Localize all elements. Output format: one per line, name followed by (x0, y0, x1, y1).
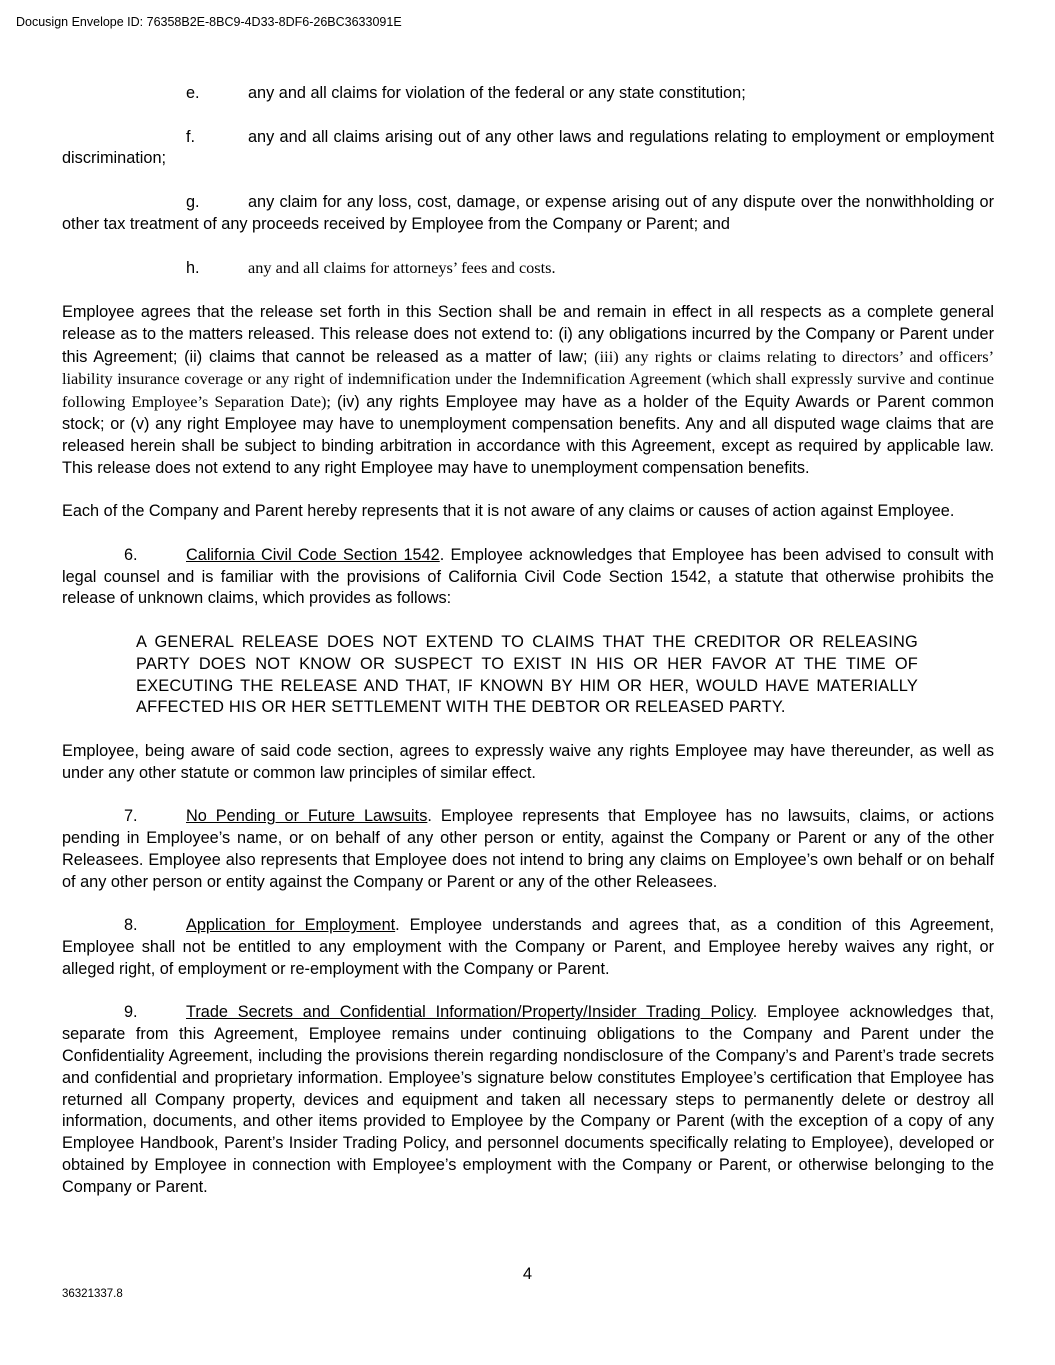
section-7 (62, 806, 994, 893)
release-text-part3: (iv) any rights Employee may have as a holder of the Equity Awards or Parent common stock; or (v) any right Employee may have to unemployment compensation benefits. Any and all disputed wage claims that are released herein shall be subject to binding arbitration in accordance with this Agreement, except as required by applicable law. This release does not extend to any right Employee may have to unemployment compensation benefits. (62, 393, 995, 477)
release-text-part1: Employee agrees that the release set forth in this Section shall be and remain in effect in all respects as a complete general release as to the matters released. This release does not extend to: (i) any obligations incurred by the Company or Parent under this Agreement; (ii) claims that cannot be released as a matter of law; (62, 302, 994, 366)
item-label: f. (186, 127, 196, 146)
section-number: 6. (124, 545, 138, 564)
release-text-part2: (iii) any rights or claims relating to directors’ and officers’ liability insurance coverage or any right of indemnification under the Indemnification Agreement (which shall expressly survive and continue following Employee’s Separation Date); (62, 346, 994, 412)
item-label: g. (186, 192, 200, 211)
section-number: 8. (124, 916, 138, 935)
section-heading: No Pending or Future Lawsuits (186, 807, 428, 826)
page-number: 4 (522, 1265, 533, 1283)
waiver-paragraph: Employee, being aware of said code section, agrees to expressly waive any rights Employee may have thereunder, as well as under any other statute or common law principles of similar effect. (62, 741, 994, 782)
section-number: 7. (124, 807, 138, 826)
section-text: . Employee represents that Employee has no lawsuits, claims, or actions pending in Employee’s name, or on behalf of any other person or entity, against the Company or Parent or any of the other Releasees. Employee also represents that Employee does not intend to bring any claims on Employee’s own behalf or on behalf of any other person or entity against the Company or Parent or any of the other Releasees. (62, 807, 994, 891)
section-6 (62, 545, 994, 610)
list-item-h (62, 257, 994, 280)
section-heading: Application for Employment (186, 916, 396, 935)
no-claims-paragraph: Each of the Company and Parent hereby represents that it is not aware of any claims or causes of action against Employee. (62, 502, 955, 521)
release-paragraph (62, 302, 994, 479)
item-text: any and all claims arising out of any other laws and regulations relating to employment or employment discrimination; (62, 127, 994, 168)
list-item-g (62, 192, 994, 236)
item-label: e. (186, 84, 200, 102)
section-text: . Employee acknowledges that Employee has been advised to consult with legal counsel and is familiar with the provisions of California Civil Code Section 1542, a statute that otherwise prohibits the release of unknown claims, which provides as follows: (62, 545, 994, 608)
envelope-id: Docusign Envelope ID: 76358B2E-8BC9-4D33-8DF6-26BC3633091E (16, 15, 402, 29)
section-8 (62, 915, 994, 980)
item-text: any and all claims for violation of the federal or any state constitution; (248, 84, 746, 102)
section-text: . Employee acknowledges that, separate from this Agreement, Employee remains under continuing obligations to the Company and Parent under the Confidentiality Agreement, including the provisions therein regarding nondisclosure of the Company’s and Parent’s trade secrets and confidential and proprietary information. Employee’s signature below constitutes Employee’s certification that Employee has returned all Company property, devices and equipment and taken all necessary steps to permanently delete or destroy all information, documents, and other items provided to Employee by the Company or Parent (with the exception of a copy of any Employee Handbook, Parent’s Insider Trading Policy, and personnel documents specifically relating to Employee), developed or obtained by Employee in connection with Employee’s employment with the Company or Parent, or otherwise belonging to the Company or Parent. (62, 1003, 994, 1196)
document-id: 36321337.8 (62, 1288, 123, 1300)
section-text: . Employee understands and agrees that, as a condition of this Agreement, Employee shall not be entitled to any employment with the Company or Parent, and Employee hereby waives any right, or alleged right, of employment or re-employment with the Company or Parent. (62, 916, 994, 978)
civil-code-quote: A GENERAL RELEASE DOES NOT EXTEND TO CLAIMS THAT THE CREDITOR OR RELEASING PARTY DOES NOT KNOW OR SUSPECT TO EXIST IN HIS OR HER FAVOR AT THE TIME OF EXECUTING THE RELEASE AND THAT, IF KNOWN BY HIM OR HER, WOULD HAVE MATERIALLY AFFECTED HIS OR HER SETTLEMENT WITH THE DEBTOR OR RELEASED PARTY. (136, 632, 918, 717)
section-9 (62, 1002, 994, 1198)
section-heading: Trade Secrets and Confidential Information/Property/Insider Trading Policy (186, 1003, 753, 1022)
item-label: h. (186, 259, 200, 278)
item-text: any and all claims for attorneys’ fees and costs. (248, 258, 556, 278)
section-heading: California Civil Code Section 1542 (186, 545, 440, 564)
section-number: 9. (124, 1003, 138, 1022)
list-item-f (62, 127, 994, 171)
item-text: any claim for any loss, cost, damage, or expense arising out of any dispute over the nonwithholding or other tax treatment of any proceeds received by Employee from the Company or Parent; and (62, 192, 994, 233)
list-item-e (62, 83, 994, 105)
document-body (62, 83, 994, 1199)
